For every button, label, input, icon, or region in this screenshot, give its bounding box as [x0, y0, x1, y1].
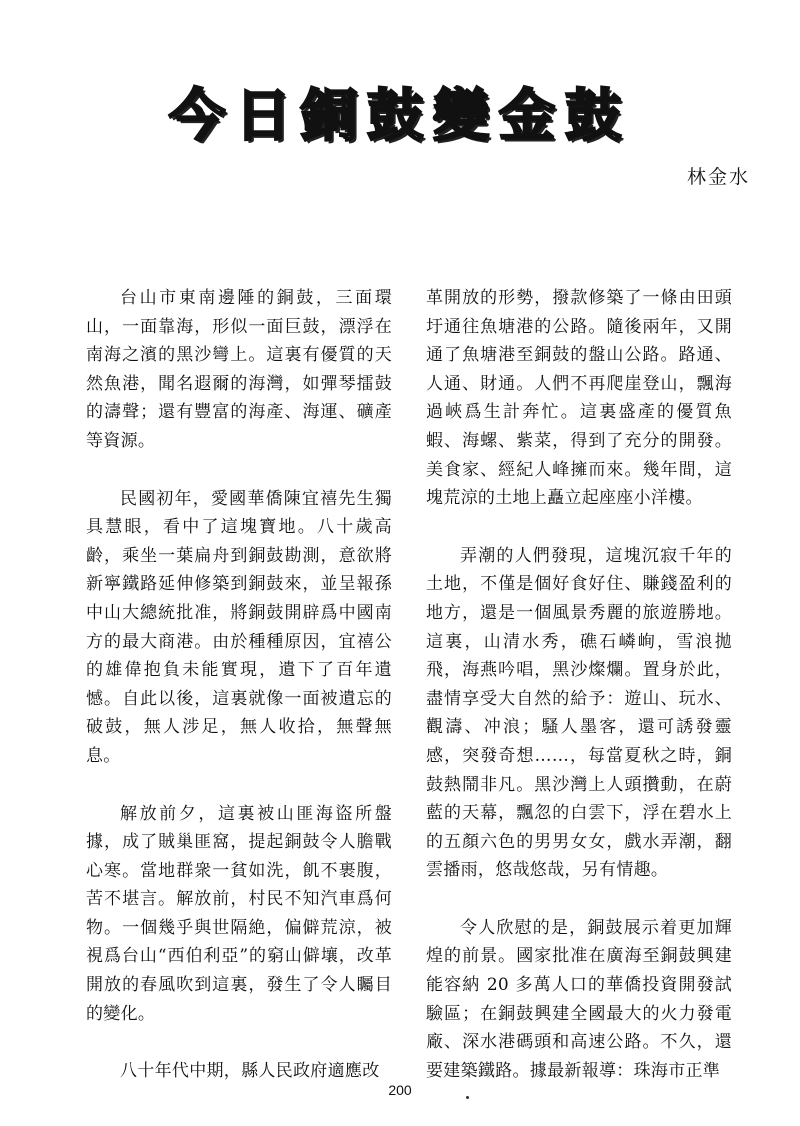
paragraph: 解放前夕，這裏被山匪海盜所盤據，成了賊巢匪窩，提起銅鼓令人膽戰心寒。當地群衆一貧如洗，飢不裹腹，苦不堪言。解放前，村民不知汽車爲何物。一個幾乎與世隔絶，偏僻荒涼，被視爲台山“西伯利亞”的窮山僻壤，改革開放的春風吹到這裏，發生了令人矚目的變化。 [86, 803, 392, 1024]
page-number: 200 [388, 1082, 412, 1098]
right-column [426, 284, 732, 1114]
paragraph: 令人欣慰的是，銅鼓展示着更加輝煌的前景。國家批准在廣海至銅鼓興建能容納 20 多萬人口的華僑投資開發試驗區；在銅鼓興建全國最大的火力發電廠、深水港碼頭和高速公路。不久，還要建築鐵路。據最新報導：珠海市正準 [426, 917, 732, 1081]
paragraph: 台山市東南邊陲的銅鼓，三面環山，一面靠海，形似一面巨鼓，漂浮在南海之濱的黑沙彎上。這裏有優質的天然魚港，聞名遐爾的海灣，如彈琴擂鼓的濤聲；還有豐富的海產、海運、礦產等資源。 [86, 288, 392, 451]
paragraph: 弄潮的人們發現，這塊沉寂千年的土地，不僅是個好食好住、賺錢盈利的地方，還是一個風景秀麗的旅遊勝地。這裏，山清水秀，礁石嶙峋，雪浪拋飛，海燕吟唱，黑沙燦爛。置身於此，盡情享受大自然的給予：遊山、玩水、觀濤、冲浪；騷人墨客，還可誘發靈感，突發奇想……，每當夏秋之時，銅鼓熱鬧非凡。黑沙灣上人頭攢動，在蔚藍的天幕，飄忽的白雲下，浮在碧水上的五顏六色的男男女女，戲水弄潮，翻雲播雨，悠哉悠哉，另有情趣。 [426, 545, 732, 881]
left-column [86, 284, 392, 1115]
paragraph-continued: 革開放的形勢，撥款修築了一條由田頭圩通往魚塘港的公路。隨後兩年，又開通了魚塘港至銅鼓的盤山公路。路通、人通、財通。人們不再爬崖登山，飄海過峽爲生計奔忙。這裏盛產的優質魚蝦、海螺、紫菜，得到了充分的開發。美食家、經紀人峰擁而來。幾年間，這塊荒涼的土地上矗立起座座小洋樓。 [426, 288, 732, 509]
paragraph: 八十年代中期，縣人民政府適應改 [120, 1061, 380, 1082]
author-name: 林金水 [686, 166, 750, 188]
article-title: 今日銅鼓變金鼓 [169, 84, 631, 149]
scan-speck [466, 1096, 469, 1099]
paragraph: 民國初年，愛國華僑陳宜禧先生獨具慧眼，看中了這塊寶地。八十歲高齡，乘坐一葉扁舟到銅鼓勘測，意欲將新寧鐵路延伸修築到銅鼓來，並呈報孫中山大總統批准，將銅鼓開辟爲中國南方的最大商港。由於種種原因，宜禧公的雄偉抱負未能實現，遺下了百年遺憾。自此以後，這裏就像一面被遺忘的破鼓，無人涉足，無人收拾，無聲無息。 [86, 488, 392, 766]
